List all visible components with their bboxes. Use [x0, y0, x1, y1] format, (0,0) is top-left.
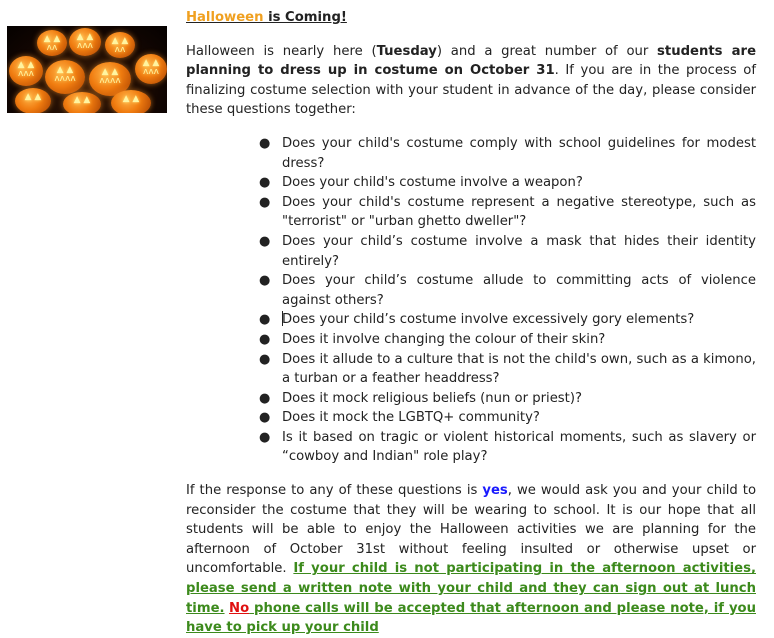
question-text: Does it mock the LGBTQ+ community?	[282, 410, 540, 426]
question-item	[259, 350, 756, 389]
closing-no: No	[229, 600, 250, 616]
question-text: Does your child’s costume allude to committing acts of violence against others?	[282, 273, 756, 308]
bullet-icon: ●	[259, 410, 271, 426]
intro-text-1: Halloween is nearly here (	[186, 43, 377, 59]
bullet-icon: ●	[259, 233, 271, 249]
question-item	[259, 193, 756, 232]
intro-text-3: . If you are in the process of finalizing costume selection with your student in advance of the day, please consider these questions together:	[186, 63, 756, 118]
question-text: Does your child's costume comply with school guidelines for modest dress?	[282, 135, 756, 171]
closing-notice-1: If your child is not participating in the afternoon activities, please send a written note with your child and they can sign out at lunch time.	[186, 561, 756, 616]
question-text: Does your child’s costume involve a mask that hides their identity entirely?	[282, 233, 756, 269]
bullet-icon: ●	[259, 135, 271, 151]
question-text: Does your child's costume involve a weapon?	[282, 175, 583, 191]
closing-text-2: , we would ask you and your child to reconsider the costume that they will be wearing to school. It is our hope that all students will be able to enjoy the Halloween activities we are planning for the afternoon of October 31st without feeling insulted or otherwise upset or uncomfortable.	[186, 483, 757, 577]
question-text: Does your child’s costume involve excessively gory elements?	[282, 312, 695, 328]
heading-rest: is Coming!	[263, 10, 347, 25]
heading-halloween: Halloween	[186, 10, 264, 25]
question-item	[259, 232, 756, 271]
bullet-icon: ●	[259, 390, 271, 406]
pumpkin-photo: ▲ ▲ ʌʌʌ ▲ ▲ ʌʌ ▲ ▲ ʌʌʌ ▲ ▲ ʌʌ ▲ ▲ ʌʌʌ ▲ ▲ ʌʌʌʌ ▲ ▲ ʌʌʌʌ ▲ ▲ ▲ ▲ ▲ ▲	[7, 26, 167, 113]
bullet-icon: ●	[259, 175, 271, 191]
article-heading	[186, 8, 756, 28]
closing-text-1: If the response to any of these questions is	[186, 483, 483, 499]
question-item	[259, 173, 756, 193]
intro-bold: students are planning to dress up in costume on October 31	[186, 43, 757, 79]
question-text: Does your child's costume represent a negative stereotype, such as "terrorist" or "urban ghetto dweller"?	[282, 194, 756, 230]
bullet-icon: ●	[259, 194, 271, 210]
question-item	[259, 310, 756, 330]
bullet-icon: ●	[259, 429, 271, 445]
question-text: Does it mock religious beliefs (nun or priest)?	[282, 390, 582, 406]
question-text: Is it based on tragic or violent historical moments, such as slavery or “cowboy and Indian" role play?	[282, 429, 756, 465]
newsletter-article	[186, 8, 756, 638]
question-item	[259, 330, 756, 350]
question-list	[186, 134, 756, 467]
question-text: Does it involve changing the colour of their skin?	[282, 331, 606, 347]
question-item	[259, 389, 756, 409]
question-item	[259, 271, 756, 310]
bullet-icon: ●	[259, 312, 271, 328]
intro-text-2: ) and a great number of our	[436, 43, 658, 59]
question-item	[259, 428, 756, 467]
question-item	[259, 408, 756, 428]
bullet-icon: ●	[259, 351, 271, 367]
bullet-icon: ●	[259, 273, 271, 289]
closing-notice-2: phone calls will be accepted that afternoon and please note, if you have to pick up your child	[186, 600, 756, 636]
intro-paragraph	[186, 42, 756, 120]
intro-day: Tuesday	[376, 43, 437, 59]
question-item	[259, 134, 756, 173]
question-text: Does it allude to a culture that is not the child's own, such as a kimono, a turban or a feather headdress?	[282, 351, 756, 387]
closing-yes: yes	[482, 483, 508, 499]
bullet-icon: ●	[259, 331, 271, 347]
closing-paragraph	[186, 481, 756, 638]
